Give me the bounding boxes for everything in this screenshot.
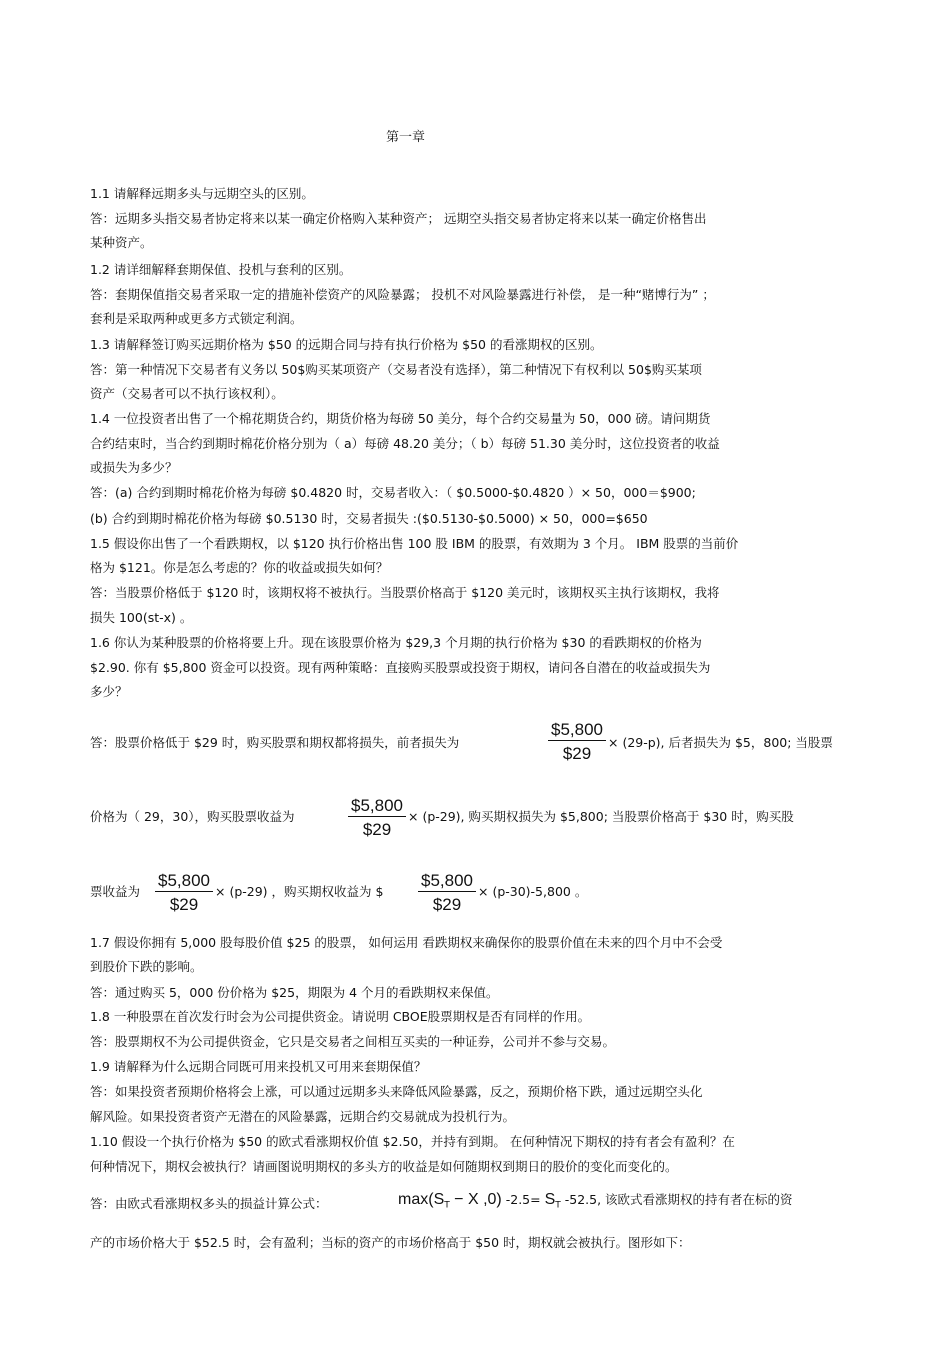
q16-a3-left: 票收益为 — [90, 884, 141, 899]
text-line: 1.6 你认为某种股票的价格将要上升。现在该股票价格为 $29,3 个月期的执行价格为 $30 的看跌期权的价格为 — [90, 635, 702, 650]
formula-sub-t2: T — [555, 1200, 561, 1211]
text-line: 1.5 假设你出售了一个看跌期权，以 $120 执行价格出售 100 股 IBM 的股票，有效期为 3 个月。 IBM 股票的当前价 — [90, 536, 739, 551]
q110-a1-left: 答：由欧式看涨期权多头的损益计算公式： — [90, 1196, 328, 1211]
q16-answer-line-3 — [90, 884, 140, 900]
text-line: (b) 合约到期时棉花价格为每磅 $0.5130 时，交易者损失 :($0.5130-$0.5000) × 50，000=$650 — [90, 511, 648, 526]
text-line: 1.4 一位投资者出售了一个棉花期货合约，期货价格为每磅 50 美分，每个合约交易量为 50，000 磅。请问期货 — [90, 411, 711, 426]
text-line: 1.8 一种股票在首次发行时会为公司提供资金。请说明 CBOE股票期权是否有同样的作用。 — [90, 1009, 591, 1024]
q16-a3-mid: × (p-29) ，购买期权收益为 $ — [215, 884, 384, 899]
fraction-numerator: $5,800 — [348, 796, 406, 817]
fraction-5800-over-29 — [155, 871, 213, 916]
q16-a1-left: 答：股票价格低于 $29 时，购买股票和期权都将损失，前者损失为 — [90, 735, 460, 750]
text-line: 格为 $121。你是怎么考虑的？你的收益或损失如何？ — [90, 560, 389, 575]
fraction-5800-over-29 — [418, 871, 476, 916]
fraction-5800-over-29 — [348, 796, 406, 841]
q16-a2-left: 价格为（ 29，30），购买股票收益为 — [90, 809, 295, 824]
fraction-numerator: $5,800 — [548, 720, 606, 741]
q16-a1-right: × (29-p), 后者损失为 $5，800; 当股票 — [608, 735, 833, 750]
text-line: 损失 100(st-x) 。 — [90, 610, 193, 625]
text-line: 多少？ — [90, 684, 128, 699]
fraction-denominator: $29 — [432, 895, 462, 914]
text-line: 或损失为多少？ — [90, 460, 178, 475]
q110-a2: 产的市场价格大于 $52.5 时，会有盈利；当标的资产的市场价格高于 $50 时，期权就会被执行。图形如下： — [90, 1235, 691, 1250]
formula-s2: S — [544, 1191, 556, 1208]
fraction-denominator: $29 — [562, 744, 592, 763]
fraction-denominator: $29 — [362, 820, 392, 839]
text-line: 何种情况下，期权会被执行？请画图说明期权的多头方的收益是如何随期权到期日的股价的变化而变化的。 — [90, 1159, 678, 1174]
fraction-numerator: $5,800 — [418, 871, 476, 892]
text-line: 答：股票期权不为公司提供资金，它只是交易者之间相互买卖的一种证券，公司并不参与交易。 — [90, 1034, 616, 1049]
text-line: $2.90. 你有 $5,800 资金可以投资。现有两种策略：直接购买股票或投资于期权，请问各自潜在的收益或损失为 — [90, 660, 711, 675]
q16-answer-line-3-right — [478, 884, 587, 900]
text-line: 答：如果投资者预期价格将会上涨，可以通过远期多头来降低风险暴露，反之，预期价格下跌，通过远期空头化 — [90, 1084, 703, 1099]
text-line: 1.7 假设你拥有 5,000 股每股价值 $25 的股票， 如何运用 看跌期权来确保你的股票价值在未来的四个月中不会受 — [90, 935, 723, 950]
text-line: 答：第一种情况下交易者有义务以 50$购买某项资产（交易者没有选择），第二种情况下有权利以 50$购买某项 — [90, 362, 702, 377]
formula-sub-t: T — [444, 1200, 450, 1211]
q16-a3-right: × (p-30)-5,800 。 — [478, 884, 588, 899]
text-line: 答：远期多头指交易者协定将来以某一确定价格购入某种资产； 远期空头指交易者协定将来以某一确定价格售出 — [90, 211, 707, 226]
fraction-5800-over-29 — [548, 720, 606, 765]
text-line: 答：(a) 合约到期时棉花价格为每磅 $0.4820 时，交易者收入：（ $0.5000-$0.4820 ）× 50，000＝$900; — [90, 485, 696, 500]
text-line: 1.2 请详细解释套期保值、投机与套利的区别。 — [90, 262, 352, 277]
q16-answer-line-2 — [90, 809, 295, 825]
text-line: 1.10 假设一个执行价格为 $50 的欧式看涨期权价值 $2.50，并持有到期。 在何种情况下期权的持有者会有盈利？在 — [90, 1134, 735, 1149]
q16-answer-line-2-right — [408, 809, 794, 825]
text-line: 答：套期保值指交易者采取一定的措施补偿资产的风险暴露； 投机不对风险暴露进行补偿， 是一种“赌博行为” ； — [90, 287, 715, 302]
text-line: 答：当股票价格低于 $120 时，该期权将不被执行。当股票价格高于 $120 美元时，该期权买主执行该期权，我将 — [90, 585, 720, 600]
fraction-numerator: $5,800 — [155, 871, 213, 892]
formula-s: S — [433, 1191, 445, 1208]
formula-tail: -2.5= — [501, 1192, 541, 1207]
text-line: 答：通过购买 5，000 份价格为 $25，期限为 4 个月的看跌期权来保值。 — [90, 985, 499, 1000]
q110-answer-line-2 — [90, 1235, 691, 1251]
text-line: 1.3 请解释签订购买远期价格为 $50 的远期合同与持有执行价格为 $50 的看涨期权的区别。 — [90, 337, 603, 352]
text-line: 资产（交易者可以不执行该权利）。 — [90, 386, 284, 401]
q16-answer-line-1-right — [608, 735, 833, 751]
q110-answer-line-1 — [90, 1196, 328, 1212]
text-line: 套利是采取两种或更多方式锁定利润。 — [90, 311, 303, 326]
payoff-formula — [398, 1192, 793, 1214]
text-line: 1.1 请解释远期多头与远期空头的区别。 — [90, 186, 314, 201]
text-line: 某种资产。 — [90, 235, 153, 250]
chapter-title: 第一章 — [386, 130, 426, 145]
text-line: 1.9 请解释为什么远期合同既可用来投机又可用来套期保值？ — [90, 1059, 427, 1074]
formula-rest: − X ,0) — [449, 1191, 502, 1208]
fraction-denominator: $29 — [169, 895, 199, 914]
q16-a2-right: × (p-29), 购买期权损失为 $5,800; 当股票价格高于 $30 时，购买股 — [408, 809, 794, 824]
q16-answer-line-3-mid — [215, 884, 383, 900]
text-line: 解风险。如果投资者资产无潜在的风险暴露，远期合约交易就成为投机行为。 — [90, 1109, 516, 1124]
formula-max: max( — [398, 1191, 434, 1208]
q110-a1-right: -52.5, 该欧式看涨期权的持有者在标的资 — [560, 1192, 793, 1207]
text-line: 合约结束时，当合约到期时棉花价格分别为（ a）每磅 48.20 美分；（ b）每磅 51.30 美分时，这位投资者的收益 — [90, 436, 720, 451]
text-line: 到股价下跌的影响。 — [90, 959, 203, 974]
q16-answer-line-1 — [90, 735, 459, 751]
